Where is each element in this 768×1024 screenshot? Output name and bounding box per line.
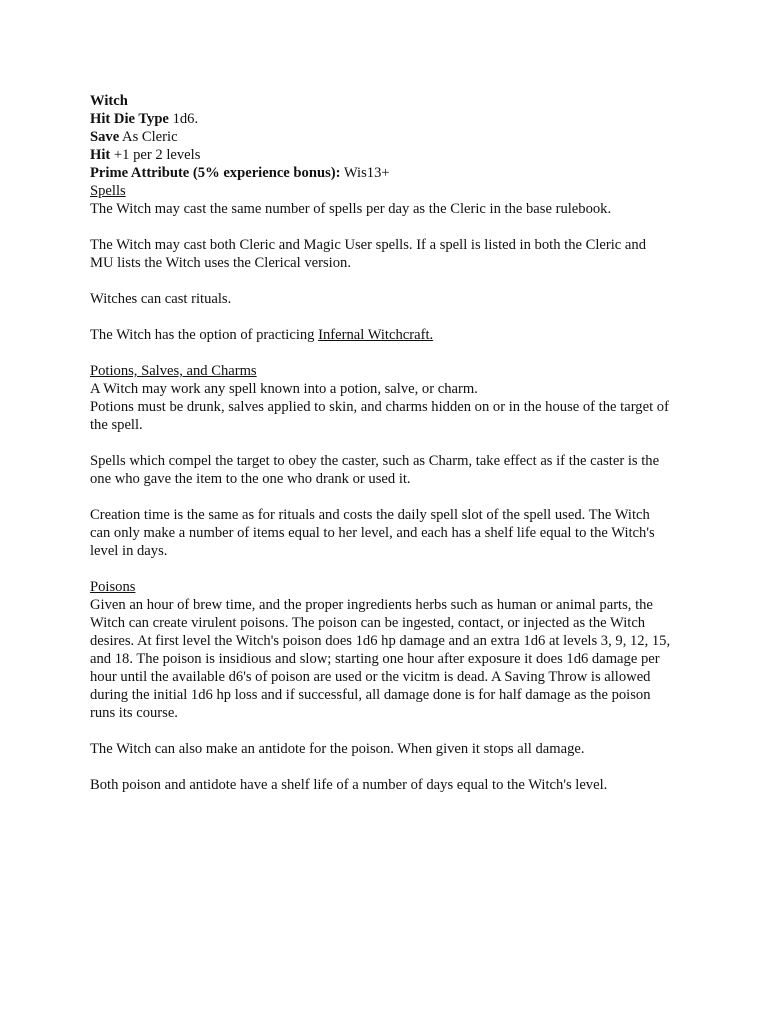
hit-die-label: Hit Die Type: [90, 111, 169, 127]
poisons-paragraph-1-line-1: Given an hour of brew time, and the proper ingredients herbs such as human or animal parts, the: [90, 597, 653, 613]
poisons-paragraph-1-line-5: hour until the available d6's of poison are used or the vicitm is dead. A Saving Throw is allowed: [90, 669, 651, 685]
save-row: [90, 128, 690, 146]
hit-die-row: [90, 110, 690, 128]
spells-paragraph-2-line-2: MU lists the Witch uses the Clerical version.: [90, 255, 351, 271]
hit-value: +1 per 2 levels: [110, 147, 201, 163]
document-page: [90, 92, 690, 794]
poisons-paragraph-1-line-3: desires. At first level the Witch's poison does 1d6 hp damage and an extra 1d6 at levels 3, 9, 12, 15,: [90, 633, 671, 649]
potions-paragraph-3-line-3: level in days.: [90, 543, 168, 559]
hit-label: Hit: [90, 147, 111, 163]
potions-paragraph-1-line-3: the spell.: [90, 417, 143, 433]
potions-paragraph-1-line-1: A Witch may work any spell known into a potion, salve, or charm.: [90, 381, 478, 397]
spells-paragraph-2-line-1: The Witch may cast both Cleric and Magic User spells. If a spell is listed in both the Cleric and: [90, 237, 647, 253]
infernal-witchcraft-link[interactable]: Infernal Witchcraft.: [318, 327, 434, 343]
poisons-paragraph-2: The Witch can also make an antidote for the poison. When given it stops all damage.: [90, 741, 585, 757]
potions-paragraph-1-line-2: Potions must be drunk, salves applied to skin, and charms hidden on or in the house of the target of: [90, 399, 669, 415]
poisons-paragraph-1-line-4: and 18. The poison is insidious and slow; starting one hour after exposure it does 1d6 damage per: [90, 651, 660, 667]
poisons-heading: Poisons: [90, 579, 136, 595]
hit-die-value: 1d6.: [168, 111, 199, 127]
potions-paragraph-2-line-1: Spells which compel the target to obey the caster, such as Charm, take effect as if the caster is the: [90, 453, 660, 469]
potions-paragraph-2-line-2: one who gave the item to the one who drank or used it.: [90, 471, 411, 487]
spells-paragraph-4-text: The Witch has the option of practicing: [90, 327, 319, 343]
potions-paragraph-3-line-2: can only make a number of items equal to her level, and each has a shelf life equal to the Witch's: [90, 525, 655, 541]
spells-paragraph-1: The Witch may cast the same number of spells per day as the Cleric in the base rulebook.: [90, 201, 612, 217]
spells-paragraph-4: [90, 326, 690, 344]
poisons-paragraph-3: Both poison and antidote have a shelf life of a number of days equal to the Witch's level.: [90, 777, 608, 793]
prime-attribute-value: Wis13+: [340, 165, 390, 181]
prime-attribute-label: Prime Attribute (5% experience bonus):: [90, 165, 341, 181]
hit-row: [90, 146, 690, 164]
poisons-paragraph-1-line-7: runs its course.: [90, 705, 178, 721]
class-title: Witch: [90, 93, 128, 109]
potions-heading: Potions, Salves, and Charms: [90, 363, 257, 379]
poisons-paragraph-1-line-2: Witch can create virulent poisons. The poison can be ingested, contact, or injected as the Witch: [90, 615, 646, 631]
potions-paragraph-3-line-1: Creation time is the same as for rituals and costs the daily spell slot of the spell used. The Witch: [90, 507, 650, 523]
save-label: Save: [90, 129, 120, 145]
save-value: As Cleric: [119, 129, 178, 145]
poisons-paragraph-1-line-6: during the initial 1d6 hp loss and if successful, all damage done is for half damage as the poison: [90, 687, 651, 703]
spells-heading: Spells: [90, 183, 126, 199]
prime-attribute-row: [90, 164, 690, 182]
spells-paragraph-3: Witches can cast rituals.: [90, 291, 232, 307]
